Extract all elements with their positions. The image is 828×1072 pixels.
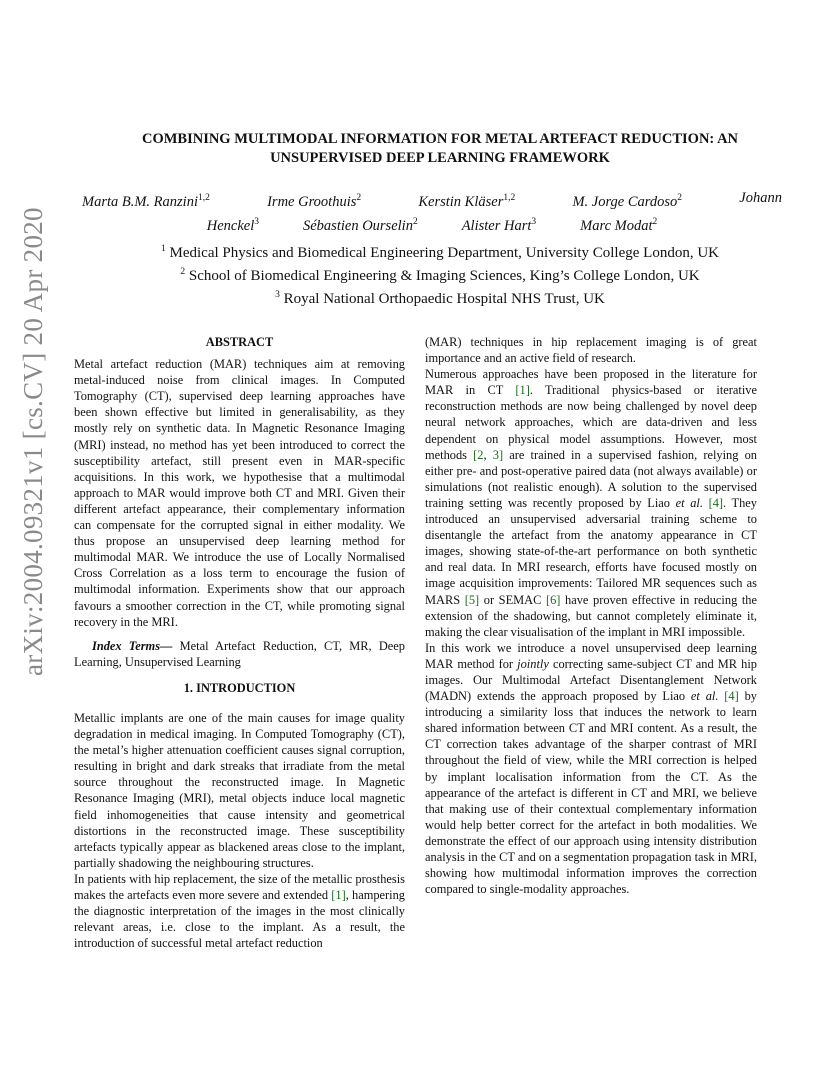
author: Sébastien Ourselin$^2$: [303, 216, 418, 234]
citation-link[interactable]: [4]: [724, 689, 739, 704]
author: Henckel$^3$: [206, 216, 259, 234]
affiliation: $^1$ Medical Physics and Biomedical Engineering Department, University College London, UK: [161, 244, 719, 261]
affiliation: $^3$ Royal National Orthopaedic Hospital NHS Trust, UK: [275, 290, 605, 307]
citation-link[interactable]: [1]: [331, 888, 346, 902]
index-terms: Index Terms— Metal Artefact Reduction, CT, MR, Deep Learning, Unsupervised Learning: [74, 638, 405, 669]
affiliations: [60, 240, 820, 309]
author: M. Jorge Cardoso$^2$: [572, 193, 683, 210]
citation-link[interactable]: [1]: [515, 383, 530, 398]
author: Johann: [739, 190, 782, 206]
intro-paragraph-3: (MAR) techniques in hip replacement imaging is of great importance and an active field of research.: [425, 335, 757, 366]
right-column: [425, 334, 757, 897]
author-list: [82, 188, 782, 236]
intro-paragraph-2: In patients with hip replacement, the size of the metallic prosthesis makes the artefacts even more severe and extended [1], hampering the diagnostic interpretation of the images in the most clinically relevant areas, i.e. close to the implant. As a result, the introduction of successful metal artefact reduction: [74, 871, 405, 951]
citation-link[interactable]: 2: [477, 447, 484, 462]
citation-link[interactable]: [4]: [708, 495, 724, 510]
introduction-heading: 1. INTRODUCTION: [183, 680, 296, 695]
left-column: [74, 334, 405, 951]
title-line-1: COMBINING MULTIMODAL INFORMATION FOR METAL ARTEFACT REDUCTION: AN: [141, 131, 739, 147]
author: Marta B.M. Ranzini$^{1,2}$: [82, 193, 210, 210]
abstract-text: Metal artefact reduction (MAR) techniques aim at removing metal-induced noise from clinical images. In Computed Tomography (CT), supervised deep learning approaches have been shown effective but limited in generalisability, as they mostly rely on synthetic data. In Magnetic Resonance Imaging (MRI) instead, no method has yet been introduced to correct the susceptibility artefact, still present even in MAR-specific acquisitions. In this work, we hypothesise that a multimodal approach to MAR would improve both CT and MRI. Given their different artefact appearance, their complementary information can compensate for the corrupted signal in either modality. We thus propose an unsupervised deep learning method for multimodal MAR. We introduce the use of Locally Normalised Cross Correlation as a loss term to encourage the fusion of multimodal information. Experiments show that our approach favours a smoother correction in the CT, while promoting signal recovery in the MRI.: [74, 357, 405, 629]
citation-link[interactable]: 3: [492, 447, 499, 462]
arxiv-identifier: arXiv:2004.09321v1 [cs.CV] 20 Apr 2020: [18, 207, 48, 676]
intro-paragraph-5: In this work we introduce a novel unsupervised deep learning MAR method for jointly correcting same-subject CT and MR hip images. Our Multimodal Artefact Disentanglement Network (MADN) extends the approach proposed by Liao et al. [4] by introducing a similarity loss that induces the network to learn shared information between CT and MRI content. As a result, the CT correction takes advantage of the sharper contrast of MRI throughout the field of view, while the MRI correction is helped by implant localisation information from the CT. As the appearance of the artefact is different in CT and MRI, we believe that making use of their contextual complementary information would help better correct for the artefact in both modalities. We demonstrate the effect of our approach using intensity distribution analysis in the CT and on a segmentation propagation task in MRI, showing how multimodal information improves the correction compared to single-modality approaches.: [425, 640, 757, 897]
intro-paragraph-4: Numerous approaches have been proposed in the literature for MAR in CT [1]. Traditional physics-based or iterative reconstruction methods are now being challenged by novel deep neural network approaches, which are data-driven and less dependent on physical model assumptions. However, most methods [2, 3] are trained in a supervised fashion, relying on either pre- and post-operative paired data (not always available) or simulations (not realistic enough). A solution to the supervised training setting was recently proposed by Liao et al. [4]. They introduced an unsupervised adversarial training scheme to disentangle the artefact from the anatomy appearance in CT images, showing state-of-the-art performance on both synthetic and real data. In MRI research, efforts have focused mostly on image acquisition improvements: Tailored MR sequences such as MARS [5] or SEMAC [6] have proven effective in reducing the extension of the shadowing, but cannot completely eliminate it, making the clear visualisation of the implant in MRI impossible.: [425, 367, 757, 639]
intro-paragraph-1: Metallic implants are one of the main causes for image quality degradation in medical imaging. In Computed Tomography (CT), the metal’s higher attenuation coefficient causes signal corruption, resulting in bright and dark streaks that irradiate from the metal source throughout the reconstructed image. In Magnetic Resonance Imaging (MRI), metal objects induce local magnetic field inhomogeneities that cause intensity and geometrical distortions in the reconstructed image. These susceptibility artefacts typically appear as blackened areas close to the implant, partially shadowing the neighbouring structures.: [74, 710, 405, 870]
author: Marc Modat$^2$: [580, 216, 658, 234]
paper-title: [60, 130, 820, 168]
abstract-heading: ABSTRACT: [205, 335, 274, 349]
affiliation: $^2$ School of Biomedical Engineering & Imaging Sciences, King’s College London, UK: [180, 267, 700, 284]
citation-link[interactable]: [5]: [464, 592, 480, 607]
title-line-2: UNSUPERVISED DEEP LEARNING FRAMEWORK: [270, 150, 610, 166]
citation-link[interactable]: [6]: [545, 592, 561, 607]
author: Kerstin Kläser$^{1,2}$: [418, 193, 516, 210]
author: Irme Groothuis$^2$: [267, 193, 362, 210]
author: Alister Hart$^3$: [461, 216, 537, 234]
